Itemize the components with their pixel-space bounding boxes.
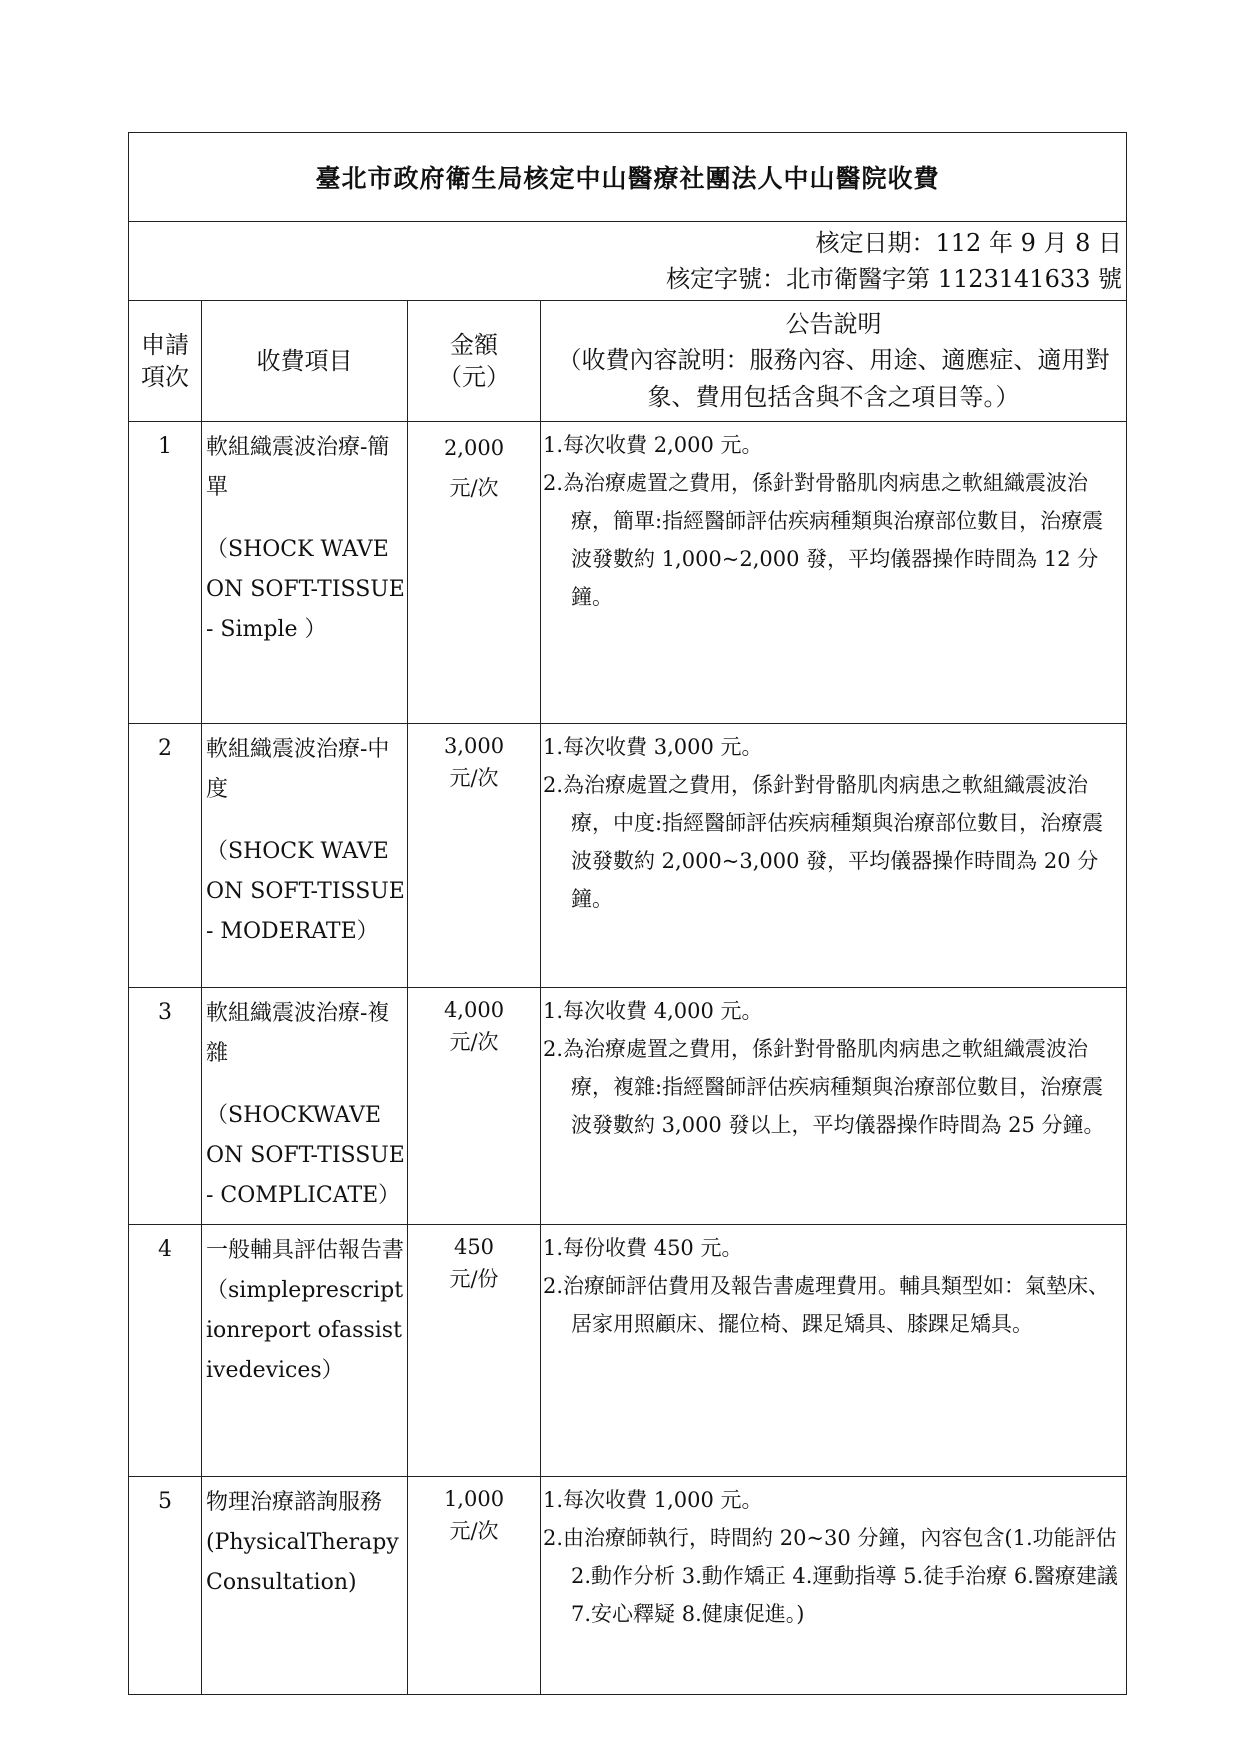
header-description-title: 公告說明 [785,310,882,338]
row-number: 5 [129,1477,202,1695]
row-description [541,422,1127,724]
row-amount: 2,000 元/次 [408,422,541,724]
fee-document [128,132,1126,1695]
description-line: 1.每次收費 1,000 元。 [543,1488,763,1512]
table-row [129,1225,1127,1477]
table-row [129,1477,1127,1695]
table-row [129,422,1127,724]
row-item [202,1225,408,1477]
row-amount: 450 元/份 [408,1225,541,1477]
item-name: 軟組織震波治療-簡單 [206,435,390,500]
row-description [541,988,1127,1225]
header-item-name: 收費項目 [202,301,408,422]
description-line: 1.每次收費 4,000 元。 [543,999,763,1023]
item-name: 軟組織震波治療-中度 [206,737,390,802]
approval-info [129,222,1127,301]
document-title: 臺北市政府衛生局核定中山醫療社團法人中山醫院收費 [129,133,1127,222]
item-name: 軟組織震波治療-複雜 [206,1001,390,1066]
row-item [202,724,408,988]
row-description [541,1225,1127,1477]
description-line: 1.每份收費 450 元。 [543,1236,743,1260]
approval-date: 核定日期：112 年 9 月 8 日 [815,229,1123,257]
row-amount: 4,000 元/次 [408,988,541,1225]
description-line: 2.為治療處置之費用，係針對骨骼肌肉病患之軟組織震波治療，簡單:指經醫師評估疾病種類與治療部位數目，治療震波發數約 1,000~2,000 發，平均儀器操作時間為 12 分鐘。 [543,471,1104,609]
description-line: 2.由治療師執行，時間約 20~30 分鐘，內容包含(1.功能評估 2.動作分析 3.動作矯正 4.運動指導 5.徒手治療 6.醫療建議 7.安心釋疑 8.健康促進。) [543,1526,1118,1626]
row-amount: 3,000 元/次 [408,724,541,988]
header-description [541,301,1127,422]
description-line: 1.每次收費 2,000 元。 [543,433,763,457]
row-item [202,422,408,724]
item-name-en: （SHOCK WAVEON SOFT-TISSUE - MODERATE） [206,839,405,944]
item-name: 一般輔具評估報告書 [206,1238,405,1263]
header-amount: 金額 （元） [408,301,541,422]
row-item [202,1477,408,1695]
item-name-en: (PhysicalTherapy Consultation) [206,1530,399,1595]
header-item-no: 申請 項次 [129,301,202,422]
description-line: 2.治療師評估費用及報告書處理費用。輔具類型如：氣墊床、居家用照顧床、擺位椅、踝足矯具、膝踝足矯具。 [543,1274,1110,1336]
table-row [129,724,1127,988]
header-description-note: （收費內容說明：服務內容、用途、適應症、適用對象、費用包括含與不含之項目等。） [557,346,1110,411]
item-name-en: （SHOCK WAVEON SOFT-TISSUE - Simple ） [206,537,405,642]
row-amount: 1,000 元/次 [408,1477,541,1695]
row-number: 2 [129,724,202,988]
table-row [129,988,1127,1225]
description-line: 2.為治療處置之費用，係針對骨骼肌肉病患之軟組織震波治療，中度:指經醫師評估疾病種類與治療部位數目，治療震波發數約 2,000~3,000 發，平均儀器操作時間為 20 分鐘。 [543,773,1104,911]
row-number: 3 [129,988,202,1225]
approval-number: 核定字號：北市衛醫字第 1123141633 號 [666,265,1123,293]
item-name: 物理治療諮詢服務 [206,1490,383,1515]
row-description [541,1477,1127,1695]
item-name-en: （SHOCKWAVE ON SOFT-TISSUE - COMPLICATE） [206,1103,405,1208]
row-number: 1 [129,422,202,724]
row-number: 4 [129,1225,202,1477]
row-description [541,724,1127,988]
description-line: 1.每次收費 3,000 元。 [543,735,763,759]
item-name-en: （simpleprescriptionreport ofassistivedevices） [206,1278,404,1383]
fee-table [128,132,1127,1695]
row-item [202,988,408,1225]
description-line: 2.為治療處置之費用，係針對骨骼肌肉病患之軟組織震波治療，複雜:指經醫師評估疾病種類與治療部位數目，治療震波發數約 3,000 發以上，平均儀器操作時間為 25 分鐘。 [543,1037,1105,1137]
